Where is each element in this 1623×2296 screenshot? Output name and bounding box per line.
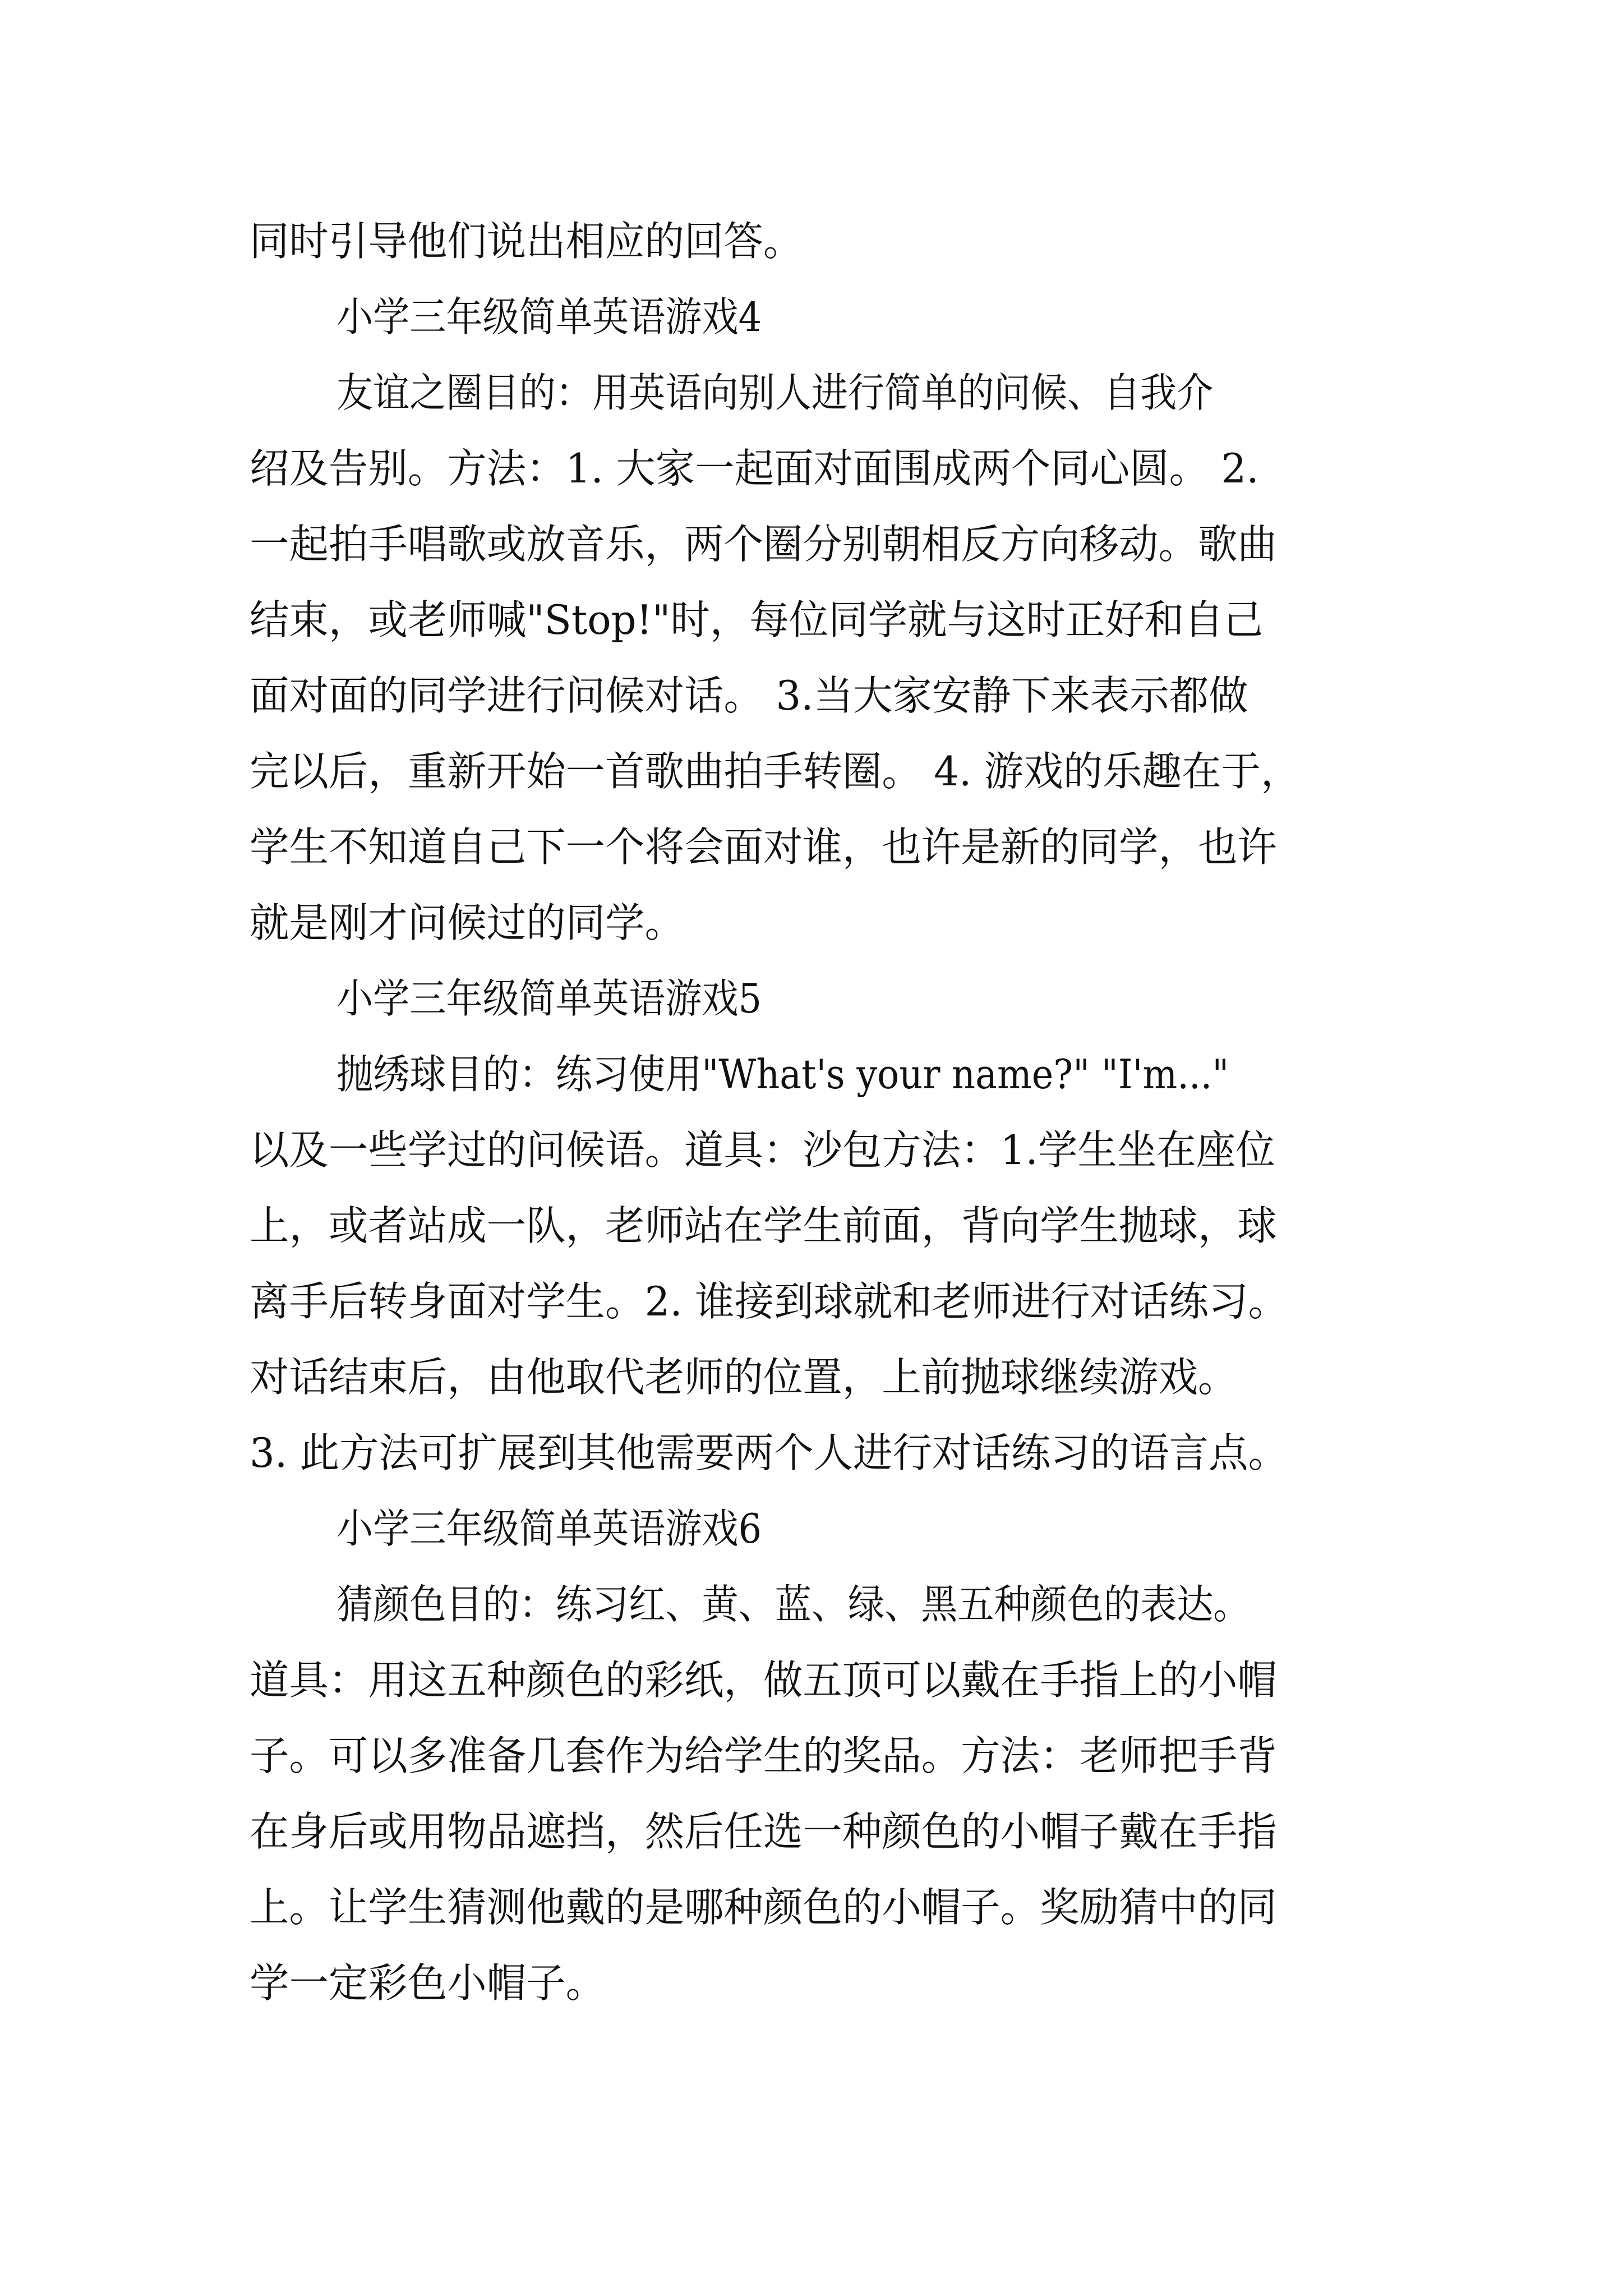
section-heading: 小学三年级简单英语游戏4 [336, 293, 762, 341]
text-line: 完以后，重新开始一首歌曲拍手转圈。 4. 游戏的乐趣在于， [250, 748, 1301, 795]
text-line: 在身后或用物品遮挡，然后任选一种颜色的小帽子戴在手指 [250, 1808, 1277, 1855]
text-line: 上。让学生猜测他戴的是哪种颜色的小帽子。奖励猜中的同 [250, 1884, 1277, 1931]
text-line: 上，或者站成一队，老师站在学生前面，背向学生抛球，球 [250, 1202, 1277, 1249]
text-line: 面对面的同学进行问候对话。 3.当大家安静下来表示都做 [250, 672, 1248, 719]
text-line: 学一定彩色小帽子。 [250, 1959, 606, 2007]
text-line: 猜颜色目的：练习红、黄、蓝、绿、黑五种颜色的表达。 [336, 1581, 1250, 1628]
text-line: 绍及告别。方法：1. 大家一起面对面围成两个同心圆。 2. [250, 445, 1259, 492]
text-line: 子。可以多准备几套作为给学生的奖品。方法：老师把手背 [250, 1732, 1277, 1779]
text-line: 就是刚才问候过的同学。 [250, 899, 685, 946]
text-line: 道具：用这五种颜色的彩纸，做五顶可以戴在手指上的小帽 [250, 1657, 1277, 1704]
text-line: 对话结束后，由他取代老师的位置，上前抛球继续游戏。 [250, 1354, 1238, 1401]
text-line: 抛绣球目的：练习使用"What's your name?" "I'm..." [336, 1051, 1229, 1098]
text-line: 一起拍手唱歌或放音乐，两个圈分别朝相反方向移动。歌曲 [250, 521, 1277, 568]
text-line: 学生不知道自己下一个将会面对谁，也许是新的同学，也许 [250, 823, 1277, 871]
text-line: 以及一些学过的问候语。道具：沙包方法：1.学生坐在座位 [250, 1126, 1275, 1174]
text-line: 离手后转身面对学生。2. 谁接到球就和老师进行对话练习。 [250, 1278, 1288, 1325]
text-line: 结束，或老师喊"Stop!"时，每位同学就与这时正好和自己 [250, 596, 1264, 643]
section-heading: 小学三年级简单英语游戏5 [336, 975, 762, 1022]
text-line: 3. 此方法可扩展到其他需要两个人进行对话练习的语言点。 [250, 1429, 1288, 1476]
text-line: 同时引导他们说出相应的回答。 [250, 218, 803, 265]
text-line: 友谊之圈目的：用英语向别人进行简单的问候、自我介 [336, 369, 1214, 416]
section-heading: 小学三年级简单英语游戏6 [336, 1505, 762, 1552]
